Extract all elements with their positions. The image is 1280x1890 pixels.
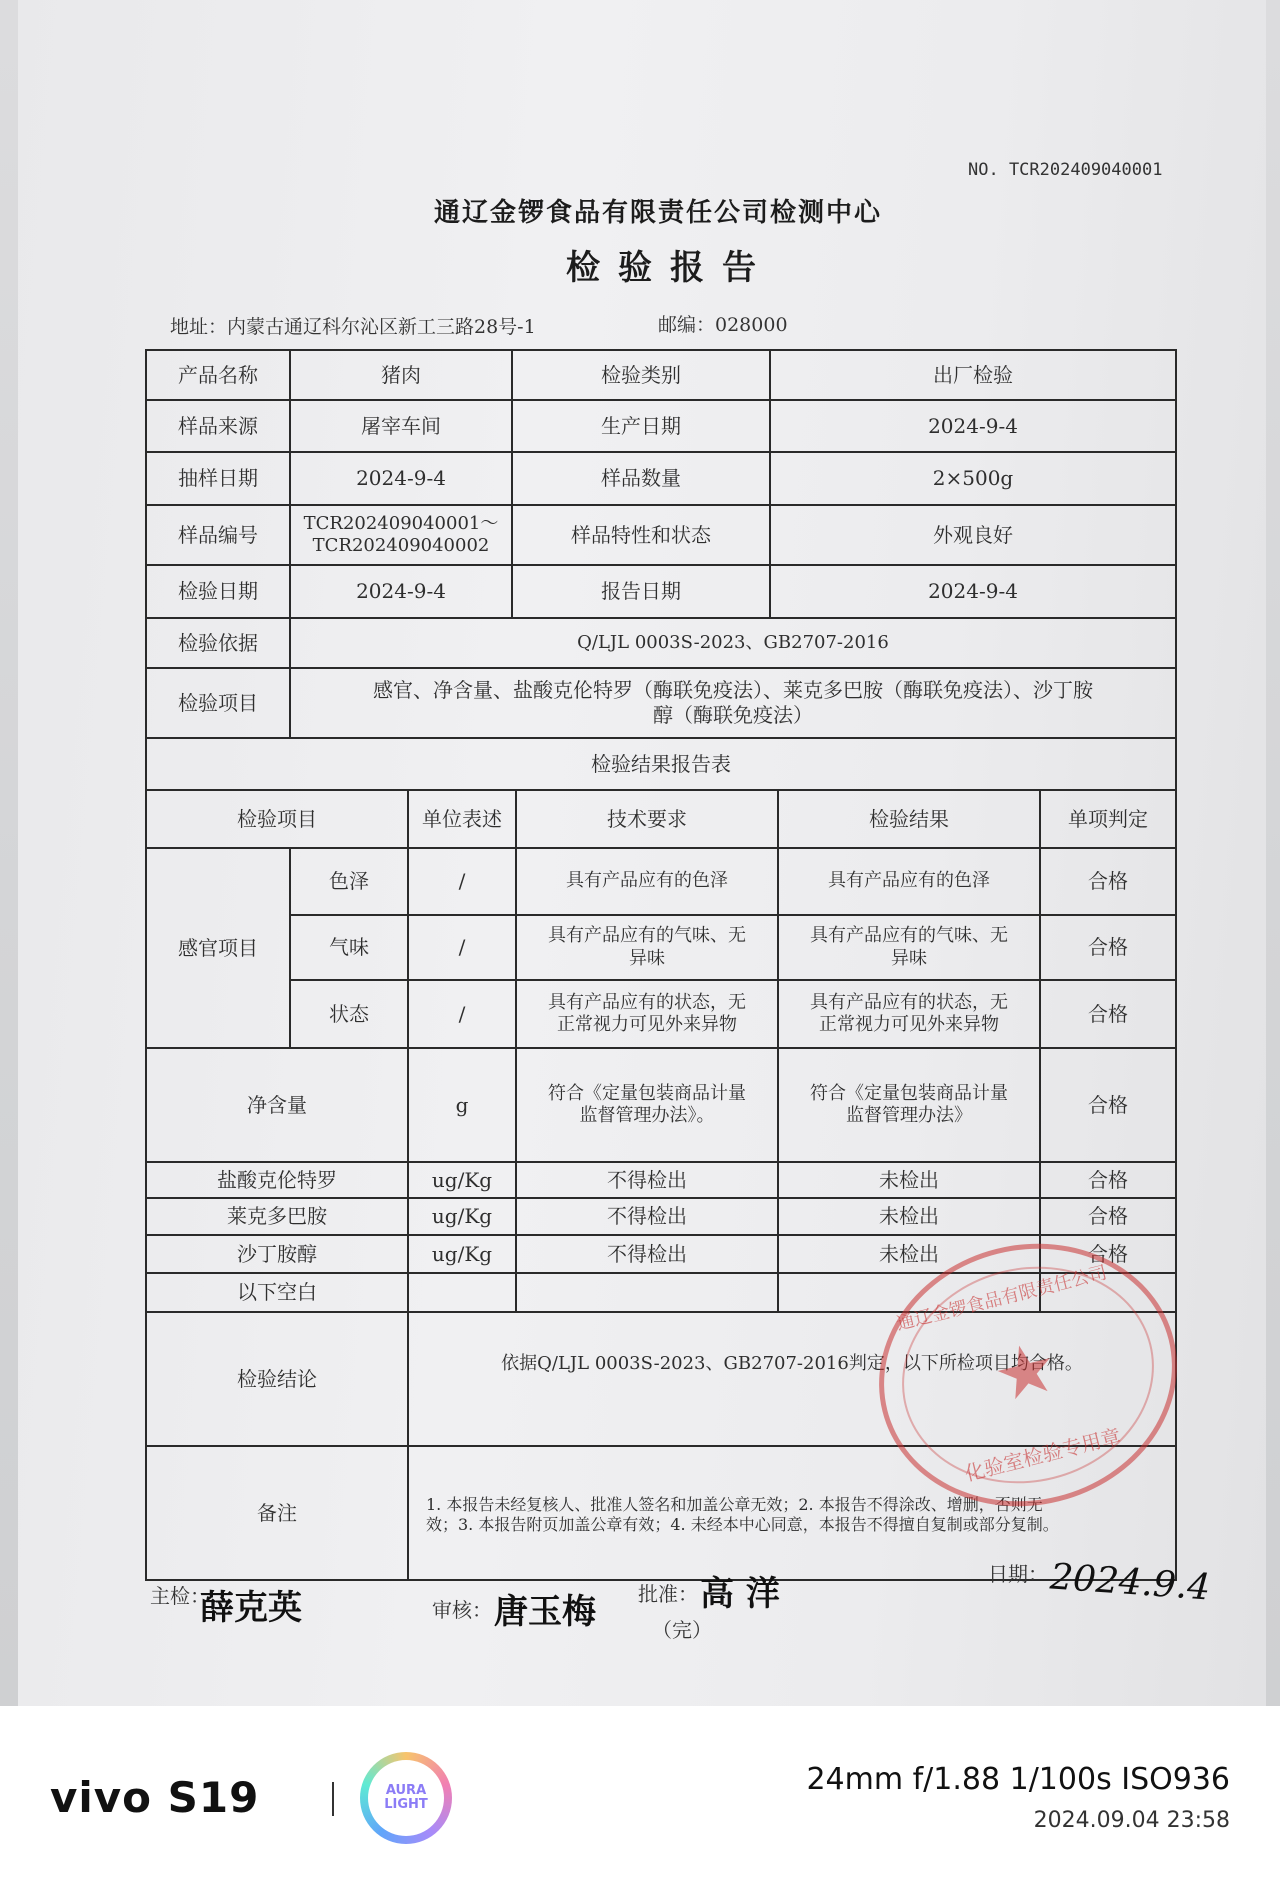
result-line2: 监督管理办法》 xyxy=(846,1105,972,1126)
label-test-items: 检验项目 xyxy=(178,690,258,715)
report-sheet xyxy=(18,0,1266,1706)
inspector-signature: 薛克英 xyxy=(200,1588,302,1628)
camera-brand: vivo S19 xyxy=(50,1773,260,1822)
label-inspection-type: 检验类别 xyxy=(601,362,681,387)
result-line2: 异味 xyxy=(891,947,927,969)
end-mark: （完） xyxy=(652,1618,712,1642)
aura-light-badge-inner xyxy=(368,1760,444,1836)
value-sample-qty: 2×500g xyxy=(932,466,1014,490)
value-test-date: 2024-9-4 xyxy=(356,579,446,603)
row-requirement xyxy=(516,1048,778,1162)
row-item: 盐酸克伦特罗 xyxy=(217,1167,337,1192)
star-icon: ★ xyxy=(985,1324,1066,1419)
value-basis: Q/LJL 0003S-2023、GB2707-2016 xyxy=(577,631,889,653)
row-item: 莱克多巴胺 xyxy=(227,1204,327,1228)
date-label: 日期： xyxy=(988,1562,1048,1586)
zip-code: 邮编：028000 xyxy=(658,314,788,336)
sample-no-last: TCR202409040002 xyxy=(312,535,490,556)
value-product-name: 猪肉 xyxy=(381,362,421,387)
header-unit: 单位表述 xyxy=(422,806,502,831)
requirement-line1: 符合《定量包装商品计量 xyxy=(548,1082,746,1104)
row-item: 沙丁胺醇 xyxy=(237,1241,317,1266)
remarks-line1: 1. 本报告未经复核人、批准人签名和加盖公章无效；2. 本报告不得涂改、增删，否则无 xyxy=(426,1495,1043,1514)
exif-info: 24mm f/1.88 1/100s ISO936 xyxy=(806,1762,1230,1797)
row-result: 未检出 xyxy=(879,1204,939,1228)
row-verdict: 合格 xyxy=(1088,1241,1128,1266)
signed-date: 2024.9.4 xyxy=(1048,1556,1212,1609)
row-requirement xyxy=(516,915,778,980)
value-sampling-date: 2024-9-4 xyxy=(356,466,446,490)
label-production-date: 生产日期 xyxy=(601,413,681,438)
aura-light-badge xyxy=(360,1752,452,1844)
label-conclusion: 检验结论 xyxy=(237,1366,317,1391)
report-number: NO. TCR202409040001 xyxy=(968,160,1163,180)
result-line1: 具有产品应有的气味、无 xyxy=(810,925,1008,946)
label-sample-state: 样品特性和状态 xyxy=(571,522,711,547)
label-sampling-date: 抽样日期 xyxy=(178,466,258,490)
label-product-name: 产品名称 xyxy=(178,362,258,387)
value-sample-state: 外观良好 xyxy=(933,522,1013,547)
row-requirement xyxy=(516,980,778,1048)
row-verdict: 合格 xyxy=(1088,935,1128,959)
requirement-line2: 正常视力可见外来异物 xyxy=(557,1014,737,1035)
result-line1: 具有产品应有的状态，无 xyxy=(810,991,1008,1013)
row-result: 未检出 xyxy=(879,1167,939,1192)
row-unit: ug/Kg xyxy=(431,1167,493,1192)
row-unit: ug/Kg xyxy=(431,1204,493,1228)
header-requirement: 技术要求 xyxy=(607,806,687,831)
inspector-label: 主检： xyxy=(150,1584,210,1608)
requirement-line1: 具有产品应有的状态，无 xyxy=(548,991,746,1013)
row-result xyxy=(778,980,1040,1048)
requirement-line1: 具有产品应有的气味、无 xyxy=(548,925,746,946)
remarks-line2: 效；3. 本报告附页加盖公章有效；4. 未经本中心同意，本报告不得擅自复制或部分复制。 xyxy=(426,1515,1059,1534)
row-requirement: 具有产品应有的色泽 xyxy=(566,870,728,892)
label-report-date: 报告日期 xyxy=(601,579,681,603)
seal-bottom-text: 化验室检验专用章 xyxy=(962,1423,1124,1486)
header-verdict: 单项判定 xyxy=(1068,806,1148,831)
reviewer-signature: 唐玉梅 xyxy=(494,1592,596,1632)
result-line2: 正常视力可见外来异物 xyxy=(819,1014,999,1035)
row-result: 具有产品应有的色泽 xyxy=(828,870,990,892)
row-item: 状态 xyxy=(329,1001,369,1026)
row-item: 色泽 xyxy=(329,869,369,893)
approver-label: 批准： xyxy=(638,1582,698,1606)
header-result: 检验结果 xyxy=(869,806,949,831)
aura-line1: AURA xyxy=(385,1782,427,1798)
row-item: 净含量 xyxy=(247,1092,307,1117)
label-basis: 检验依据 xyxy=(178,630,258,655)
reviewer-label: 审核： xyxy=(432,1598,492,1622)
label-sample-qty: 样品数量 xyxy=(601,466,681,490)
result-line1: 符合《定量包装商品计量 xyxy=(810,1082,1008,1104)
organization-name: 通辽金锣食品有限责任公司检测中心 xyxy=(434,198,883,228)
aura-line2: LIGHT xyxy=(384,1797,428,1812)
row-verdict: 合格 xyxy=(1088,1167,1128,1192)
requirement-line2: 异味 xyxy=(629,947,665,969)
requirement-line2: 监督管理办法》。 xyxy=(579,1105,715,1126)
label-sample-no: 样品编号 xyxy=(178,522,258,547)
value-sample-source: 屠宰车间 xyxy=(361,413,441,438)
seal-text: 通辽金锣食品有限责任公司 xyxy=(894,1262,1110,1335)
results-section-title: 检验结果报告表 xyxy=(591,751,731,776)
row-unit: / xyxy=(458,869,466,893)
label-test-date: 检验日期 xyxy=(178,579,258,603)
row-requirement: 不得检出 xyxy=(607,1167,687,1192)
value-conclusion: 依据Q/LJL 0003S-2023、GB2707-2016判定，以下所检项目均合格。 xyxy=(501,1352,1083,1374)
row-requirement: 不得检出 xyxy=(607,1241,687,1266)
label-remarks: 备注 xyxy=(257,1500,297,1525)
row-item: 以下空白 xyxy=(237,1280,317,1304)
test-items-line2: 醇（酶联免疫法） xyxy=(653,703,813,727)
row-requirement: 不得检出 xyxy=(607,1204,687,1228)
label-sample-source: 样品来源 xyxy=(178,413,258,438)
row-item: 气味 xyxy=(329,935,369,959)
test-items-line1: 感官、净含量、盐酸克伦特罗（酶联免疫法）、莱克多巴胺（酶联免疫法）、沙丁胺 xyxy=(373,678,1093,702)
row-result xyxy=(778,915,1040,980)
capture-timestamp: 2024.09.04 23:58 xyxy=(1033,1808,1230,1833)
row-result: 未检出 xyxy=(879,1241,939,1266)
row-result xyxy=(778,1048,1040,1162)
watermark-divider xyxy=(332,1782,334,1816)
value-report-date: 2024-9-4 xyxy=(928,579,1018,603)
row-verdict: 合格 xyxy=(1088,1092,1128,1117)
approver-signature: 高 洋 xyxy=(700,1574,780,1614)
row-unit: / xyxy=(458,1001,466,1026)
sensory-group-label: 感官项目 xyxy=(178,935,258,960)
value-test-items xyxy=(290,668,1176,738)
value-production-date: 2024-9-4 xyxy=(928,413,1018,438)
row-verdict: 合格 xyxy=(1088,1001,1128,1026)
value-sample-no xyxy=(290,505,512,565)
row-verdict: 合格 xyxy=(1088,869,1128,893)
header-item: 检验项目 xyxy=(237,806,317,831)
address: 地址：内蒙古通辽科尔沁区新工三路28号-1 xyxy=(170,316,536,338)
row-unit: ug/Kg xyxy=(431,1241,493,1266)
value-inspection-type: 出厂检验 xyxy=(933,362,1013,387)
row-unit: g xyxy=(455,1092,469,1117)
row-verdict: 合格 xyxy=(1088,1204,1128,1228)
sample-no-first: TCR202409040001～ xyxy=(303,512,499,534)
report-title: 检验报告 xyxy=(566,248,774,288)
row-unit: / xyxy=(458,935,466,959)
